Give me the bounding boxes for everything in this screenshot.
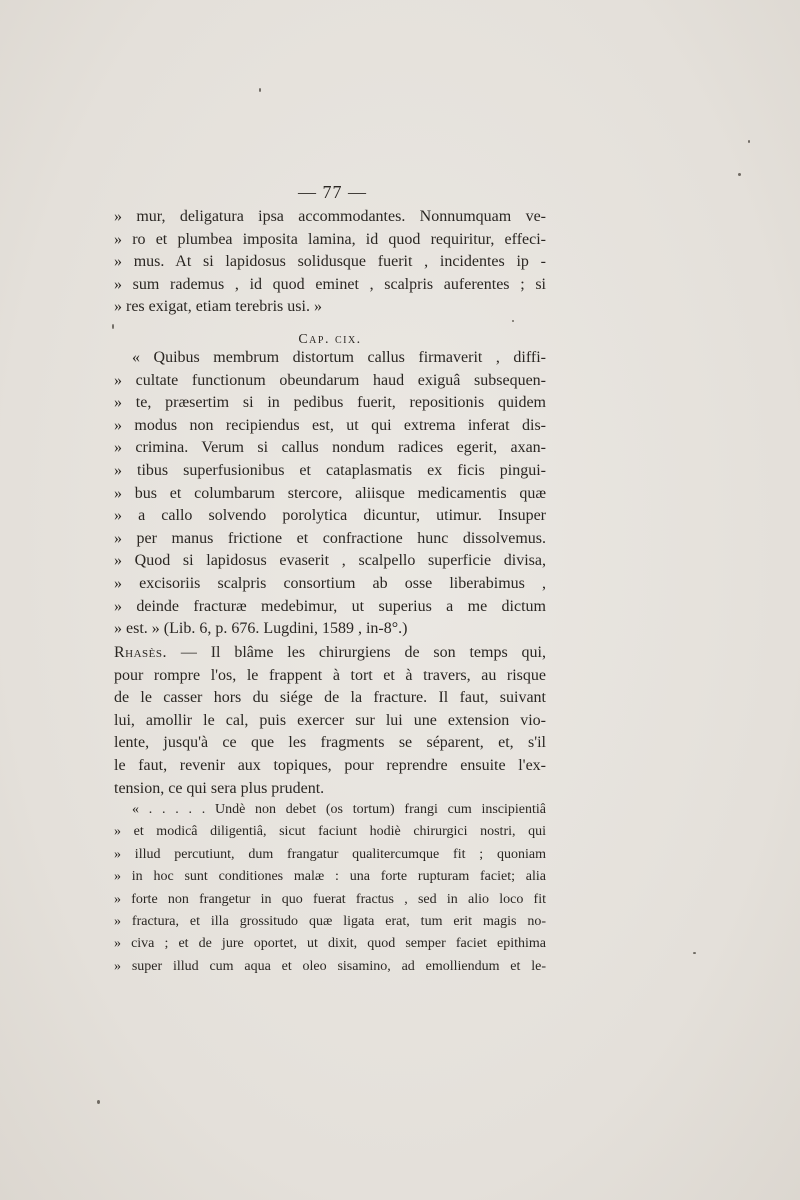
text-line: » cultate functionum obeundarum haud exiguâ subsequen- <box>114 371 546 389</box>
text-line: » bus et columbarum stercore, aliisque medicamentis quæ <box>114 484 546 502</box>
text-line: pour rompre l'os, le frappent à tort et à travers, au risque <box>114 666 546 684</box>
text-line: » a callo solvendo porolytica dicuntur, utimur. Insuper <box>114 507 546 525</box>
text-line: » super illud cum aqua et oleo sisamino, ad emolliendum et le- <box>114 958 546 974</box>
text-line: » per manus frictione et confractione hunc dissolvemus. <box>114 529 546 547</box>
text-line: » tibus superfusionibus et cataplasmatis ex ficis pingui- <box>114 461 546 479</box>
latin-passage-3 <box>114 799 546 978</box>
text-line: » et modicâ diligentiâ, sicut faciunt hodiè chirurgici nostri, qui <box>114 824 546 840</box>
author-name: Rhasès. <box>114 644 168 661</box>
text-line: » mur, deligatura ipsa accommodantes. Nonnumquam ve- <box>114 208 546 225</box>
text-line: » ro et plumbea imposita lamina, id quod requiritur, effeci- <box>114 230 546 248</box>
paper-speck <box>738 173 741 176</box>
text-line: « Quibus membrum distortum callus firmaverit , diffi- <box>132 349 546 366</box>
page-number: — 77 — <box>298 182 367 202</box>
text-line: » res exigat, etiam terebris usi. » <box>114 298 322 316</box>
text-line: lente, jusqu'à ce que les fragments se séparent, et, s'il <box>114 734 546 752</box>
text-line: tension, ce qui sera plus prudent. <box>114 779 325 797</box>
text-line: » mus. At si lapidosus solidusque fuerit , incidentes ip - <box>114 253 546 271</box>
text-line: » deinde fracturæ medebimur, ut superius a me dictum <box>114 597 546 615</box>
text-line: « . . . . . Undè non debet (os tortum) frangi cum inscipientiâ <box>132 802 546 817</box>
latin-passage-2 <box>114 347 546 641</box>
latin-passage-1 <box>114 206 546 319</box>
text-line <box>114 642 546 665</box>
text-line: » in hoc sunt conditiones malæ : una forte rupturam faciet; alia <box>114 869 546 885</box>
paper-speck <box>693 952 696 954</box>
paper-speck <box>748 140 750 143</box>
text-line: » modus non recipiendus est, ut qui extrema inferat dis- <box>114 416 546 434</box>
paper-speck <box>97 1100 100 1104</box>
text-line: » civa ; et de jure oportet, ut dixit, quod semper faciet epithima <box>114 936 546 952</box>
text-line: » te, præsertim si in pedibus fuerit, repositionis quidem <box>114 394 546 412</box>
text-line: de le casser hors du siége de la fracture. Il faut, suivant <box>114 689 546 707</box>
text-line: » crimina. Verum si callus nondum radices egerit, axan- <box>114 439 546 457</box>
text-line: » sum rademus , id quod eminet , scalpris auferentes ; si <box>114 275 546 293</box>
rhases-paragraph <box>114 642 546 800</box>
text-fragment: — Il blâme les chirurgiens de son temps qui, <box>167 644 546 661</box>
text-line: » illud percutiunt, dum frangatur qualitercumque fit ; quoniam <box>114 846 546 862</box>
text-line: lui, amollir le cal, puis exercer sur lui une extension vio- <box>114 711 546 729</box>
text-line: » forte non frangetur in quo fuerat fractus , sed in alio loco fit <box>114 891 546 907</box>
text-line: » excisoriis scalpris consortium ab osse liberabimus , <box>114 574 546 592</box>
text-line: » Quod si lapidosus evaserit , scalpello superficie divisa, <box>114 552 546 570</box>
paper-speck <box>259 88 261 92</box>
text-line: » est. » (Lib. 6, p. 676. Lugdini, 1589 , in-8°.) <box>114 620 408 638</box>
text-line: le faut, revenir aux topiques, pour reprendre ensuite l'ex- <box>114 756 546 774</box>
text-line: » fractura, et illa grossitudo quæ ligata erat, tum erit magis no- <box>114 913 546 929</box>
chapter-heading: Cap. cix. <box>298 332 362 347</box>
paper-speck <box>512 320 514 322</box>
paper-speck <box>112 324 114 329</box>
